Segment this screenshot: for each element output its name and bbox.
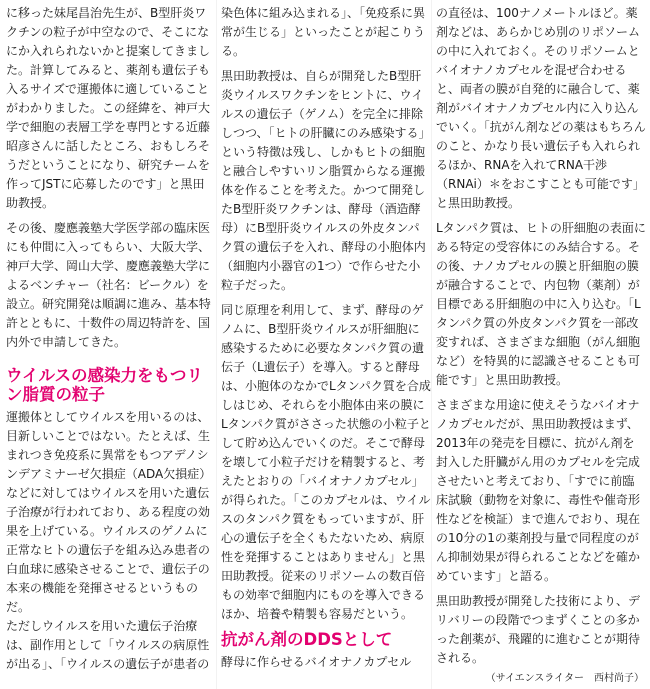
paragraph: その後、慶應義塾大学医学部の臨床医にも仲間に入ってもらい、大阪大学、神戸大学、岡山大学、慶應義塾大学によるベンチャー（社名：ビークル）を設立。研究開発は順調に進み、基本特許とともに、十数件の周辺特許を、国内外で申請してきた。 <box>6 221 211 349</box>
paragraph: ただしウイルスを用いた遺伝子治療は、副作用として「ウイルスの病原性が出る」、「ウイルスの遺伝子が患者の <box>6 619 210 671</box>
paragraph: 黒田助教授は、自らが開発したB型肝炎ウイルスワクチンをヒントに、ウイルスの遺伝子（ゲノム）を完全に排除しつつ、「ヒトの肝臓にのみ感染する」という特徴は残し、しかもヒトの細胞と融合しやすいリン脂質からなる運搬体を作ることを考えた。かつて開発したB型肝炎ワクチンは、酵母（酒造酵母）にB型肝炎ウイルスの外皮タンパク質の遺伝子を入れ、酵母の小胞体内（細胞内小器官の1つ）で作らせた小粒子だった。 <box>221 69 431 292</box>
paragraph: 黒田助教授が開発した技術により、デリバリーの段階でつまずくことの多かった創薬が、飛躍的に進むことが期待される。 <box>436 594 641 665</box>
paragraph: 運搬体としてウイルスを用いるのは、目新しいことではない。たとえば、生まれつき免疫系に異常をもつアデノシンデアミナーゼ欠損症（ADA欠損症）などに対してはウイルスを用いた遺伝子治療が行われており、ある程度の効果を上げている。ウイルスのゲノムに正常なヒトの遺伝子を組み込み患者の白血球に感染させることで、遺伝子の本来の機能を発揮させるというものだ。 <box>6 410 212 614</box>
column-3 <box>436 4 646 686</box>
paragraph: 同じ原理を利用して、まず、酵母のゲノムに、B型肝炎ウイルスが肝細胞に感染するために必要なタンパク質の遺伝子（L遺伝子）を導入。すると酵母は、小胞体のなかでLタンパク質を合成しはじめ、それらを小胞体由来の膜にLタンパク質がささった状態の小粒子として貯め込んでいくのだ。そこで酵母を壊して小粒子だけを精製すると、考えたとおりの「バイオナノカプセル」が得られた。「このカプセルは、ウイルスのタンパク質をもっていますが、肝心の遺伝子を全くもたないため、病原性を発揮することはありません」と黒田助教授。従来のリポソームの数百倍もの効率で細胞内にものを導入できるほか、培養や精製も容易だという。 <box>221 303 431 621</box>
paragraph: の直径は、100ナノメートルほど。薬剤などは、あらかじめ別のリポソームの中に入れておく。そのリポソームとバイオナノカプセルを混ぜ合わせると、両者の膜が自発的に融合して、薬剤がバイオナノカプセル内に入り込んでいく。「抗がん剤などの薬はもちろんのこと、かなり長い遺伝子も入れられるほか、RNAを入れてRNA干渉（RNAi）＊をおこすことも可能です」と黒田助教授。 <box>436 6 646 210</box>
section-heading: ウイルスの感染力をもつリン脂質の粒子 <box>6 366 204 404</box>
column-divider <box>216 0 217 689</box>
column-divider <box>431 0 432 689</box>
column-2 <box>221 4 431 672</box>
paragraph: に移った妹尾昌治先生が、B型肝炎ワクチンの粒子が中空なので、そこになにか入れられないかと提案してきました。計算してみると、薬剤も遺伝子も入るサイズで運搬体に適していることがわかりました。この経緯を、神戸大学で細胞の表層工学を専門とする近藤昭彦さんに話したところ、おもしろそうだということになり、研究チームを作ってJSTに応募したのです」と黒田助教授。 <box>6 6 211 210</box>
column-1 <box>6 4 216 674</box>
paragraph: 染色体に組み込まれる」、「免疫系に異常が生じる」といったことが起こりうる。 <box>221 6 426 58</box>
section-heading: 抗がん剤のDDSとして <box>221 630 393 649</box>
author-credit: （サイエンスライター 西村尚子） <box>485 673 644 684</box>
paragraph: 酵母に作らせるバイオナノカプセル <box>221 655 412 669</box>
paragraph: Lタンパク質は、ヒトの肝細胞の表面にある特定の受容体にのみ結合する。その後、ナノカプセルの膜と肝細胞の膜が融合することで、内包物（薬剤）が目標である肝細胞の中に入り込む。「Lタンパク質の外皮タンパク質を一部改変すれば、さまざまな細胞（がん細胞など）を特異的に認識させることも可能です」と黒田助教授。 <box>436 221 646 387</box>
paragraph: さまざまな用途に使えそうなバイオナノカプセルだが、黒田助教授はまず、2013年の発売を目標に、抗がん剤を封入した肝臓がん用のカプセルを完成させたいと考えており、「すでに前臨床試験（動物を対象に、毒性や催奇形性などを検証）まで進んでおり、現在の10分の1の薬剤投与量で同程度のがん抑制効果が得られることなどを確かめています」と語る。 <box>436 398 641 583</box>
